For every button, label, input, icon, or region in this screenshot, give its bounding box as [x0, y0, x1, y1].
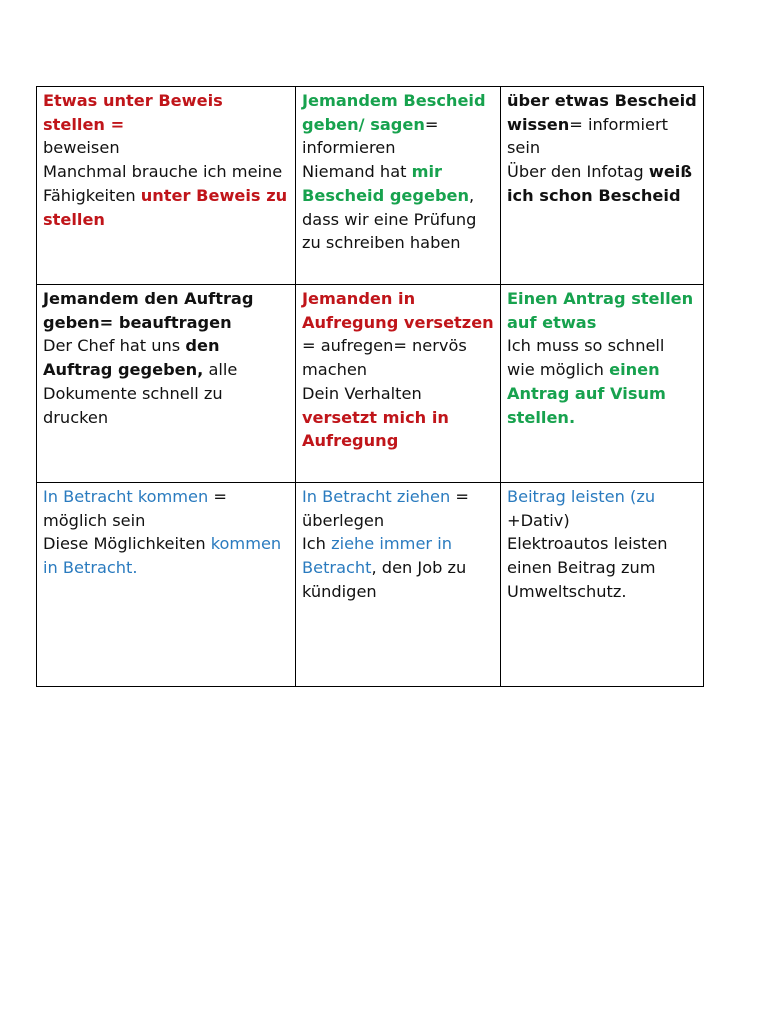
example-highlight: ziehe immer in Betracht: [302, 534, 452, 578]
example-text: Niemand hat: [302, 162, 412, 182]
expression-term: Jemanden in Aufregung versetzen: [302, 289, 494, 332]
example-highlight: einen Antrag auf Visum stellen.: [507, 360, 666, 427]
cell-jemanden-in-aufregung-versetzen: [296, 285, 501, 483]
example-text: Dein Verhalten: [302, 383, 422, 403]
expression-definition: = überlegen: [302, 487, 469, 530]
example-text-end: , den Job zu kündigen: [302, 558, 467, 601]
expression-term: In Betracht ziehen: [302, 487, 451, 506]
expression-definition: = informieren: [302, 114, 439, 158]
example-highlight: versetzt mich in Aufregung: [302, 407, 449, 451]
cell-ueber-etwas-bescheid-wissen: [501, 87, 704, 285]
cell-einen-antrag-stellen: [501, 285, 704, 483]
example-text: Der Chef hat uns: [43, 336, 186, 356]
table-row: [37, 87, 704, 285]
example-highlight: kommen in Betracht.: [43, 534, 282, 578]
expression-term: Einen Antrag stellen auf etwas: [507, 289, 694, 332]
cell-jemandem-den-auftrag-geben: [37, 285, 296, 483]
example-text: Ich: [302, 534, 332, 554]
example-text: Diese Möglichkeiten: [43, 534, 211, 554]
table-row: [37, 483, 704, 687]
cell-jemandem-bescheid-geben: [296, 87, 501, 285]
expression-term: Beitrag leisten (zu: [507, 487, 656, 506]
example-text: Elektroautos leisten einen Beitrag zum Umweltschutz.: [507, 534, 668, 601]
expression-term: Jemandem Bescheid geben/ sagen: [302, 91, 486, 134]
example-highlight: weiß ich schon Bescheid: [507, 162, 692, 205]
cell-etwas-unter-beweis-stellen: [37, 87, 296, 285]
table-row: [37, 285, 704, 483]
expression-definition: = informiert sein: [507, 114, 668, 158]
expression-term: Etwas unter Beweis stellen =: [43, 91, 223, 134]
cell-in-betracht-ziehen: [296, 483, 501, 687]
expression-definition: = möglich sein: [43, 487, 227, 530]
example-highlight: mir Bescheid gegeben: [302, 162, 470, 205]
example-text: Ich muss so schnell wie möglich: [507, 336, 665, 380]
cell-in-betracht-kommen: [37, 483, 296, 687]
expression-definition: = aufregen= nervös machen: [302, 336, 467, 380]
example-text: Über den Infotag: [507, 162, 649, 182]
cell-beitrag-leisten: [501, 483, 704, 687]
expression-term: über etwas Bescheid wissen: [507, 91, 697, 134]
expression-case: +Dativ): [507, 510, 570, 530]
example-text-end: alle Dokumente schnell zu drucken: [43, 360, 238, 427]
expression-term: Jemandem den Auftrag geben= beauftragen: [43, 289, 254, 332]
example-text: Manchmal brauche ich meine Fähigkeiten: [43, 162, 283, 205]
example-highlight: unter Beweis zu stellen: [43, 185, 288, 229]
example-highlight: den Auftrag gegeben,: [43, 336, 220, 380]
expression-definition: beweisen: [43, 138, 120, 158]
example-text-end: , dass wir eine Prüfung zu schreiben haben: [302, 185, 477, 253]
expression-term: In Betracht kommen: [43, 487, 209, 506]
expressions-table: [36, 86, 704, 687]
